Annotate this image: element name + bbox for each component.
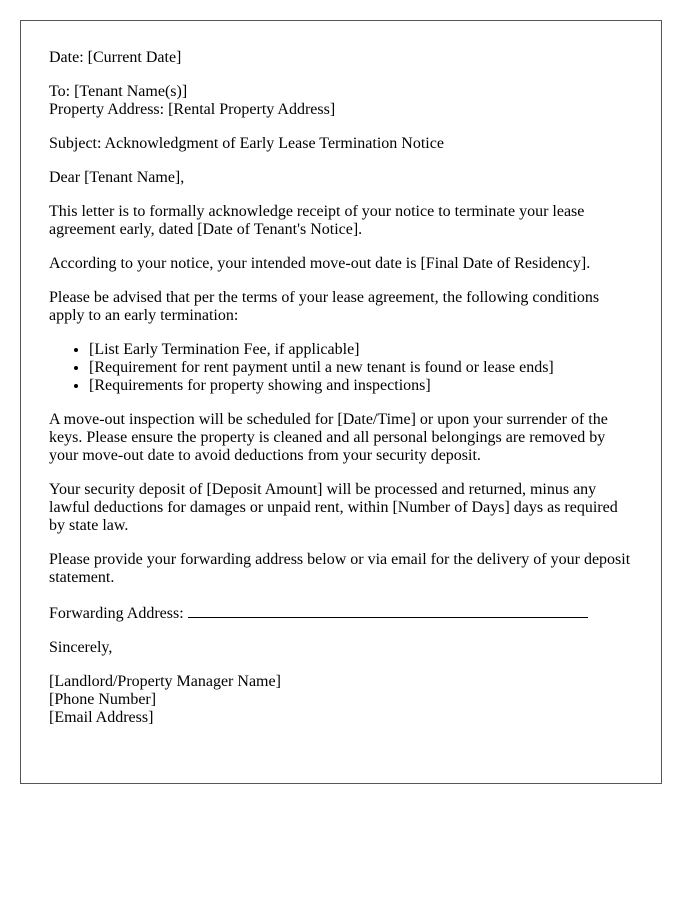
forwarding-address-label: Forwarding Address: [49, 605, 184, 622]
forwarding-address-blank [188, 603, 588, 618]
salutation: Dear [Tenant Name], [49, 169, 185, 186]
subject-line: Subject: Acknowledgment of Early Lease Termination Notice [49, 135, 444, 152]
property-address-line: Property Address: [Rental Property Address] [49, 101, 336, 118]
letter [20, 20, 662, 784]
condition-item: • [List Early Termination Fee, if applicable] [89, 341, 633, 359]
deposit-paragraph: Your security deposit of [Deposit Amount] will be processed and returned, minus any lawful deductions for damages or unpaid rent, within [Number of Days] days as required by state law. [49, 481, 618, 534]
move-out-date-paragraph: According to your notice, your intended move-out date is [Final Date of Residency]. [49, 255, 591, 272]
signature-name: [Landlord/Property Manager Name] [49, 673, 281, 690]
condition-item: • [Requirements for property showing and inspections] [89, 377, 633, 395]
conditions-list [49, 341, 633, 395]
forwarding-request-paragraph: Please provide your forwarding address below or via email for the delivery of your deposit statement. [49, 551, 631, 586]
acknowledgment-paragraph: This letter is to formally acknowledge receipt of your notice to terminate your lease agreement early, dated [Date of Tenant's Notice]. [49, 203, 585, 238]
inspection-paragraph: A move-out inspection will be scheduled for [Date/Time] or upon your surrender of the keys. Please ensure the property is cleaned and all personal belongings are removed by your move-out date to avoid deductions from your security deposit. [49, 411, 608, 464]
signature-phone: [Phone Number] [49, 691, 157, 708]
closing: Sincerely, [49, 639, 113, 656]
date-line: Date: [Current Date] [49, 49, 182, 66]
signature-block [49, 673, 633, 727]
to-line: To: [Tenant Name(s)] [49, 83, 188, 100]
condition-item: • [Requirement for rent payment until a new tenant is found or lease ends] [89, 359, 633, 377]
signature-email: [Email Address] [49, 709, 154, 726]
forwarding-address-line [49, 603, 633, 623]
conditions-intro-paragraph: Please be advised that per the terms of your lease agreement, the following conditions apply to an early termination: [49, 289, 600, 324]
recipient-block [49, 83, 633, 119]
